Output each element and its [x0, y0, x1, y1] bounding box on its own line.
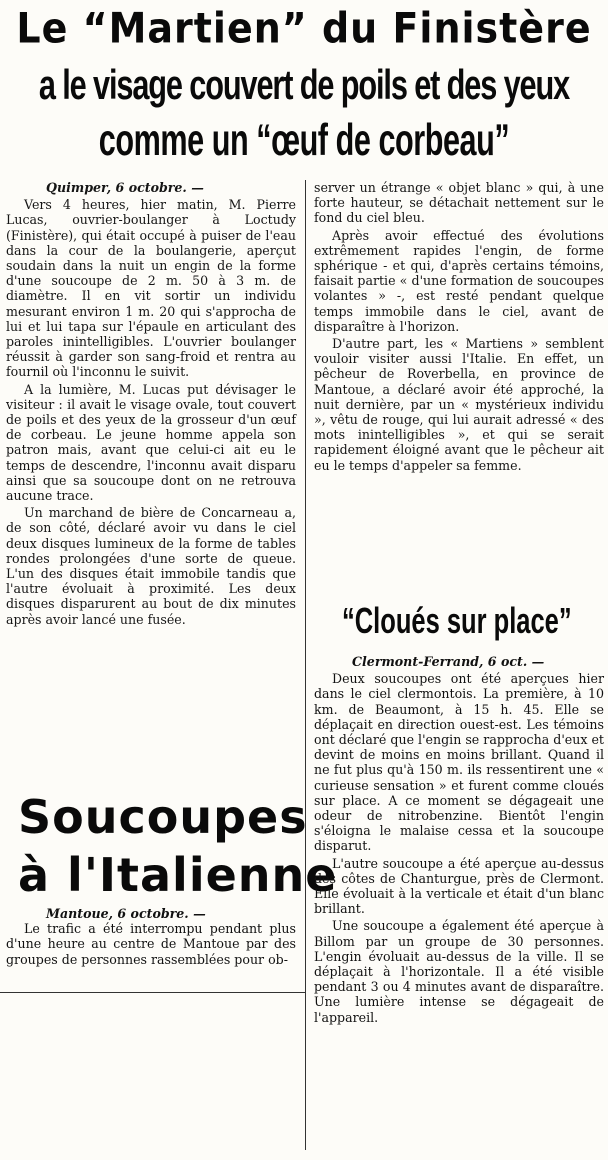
- article-quimper: [6, 180, 296, 629]
- dateline-mantoue-text: Mantoue, 6 octobre. —: [46, 906, 206, 921]
- paragraph: A la lumière, M. Lucas put dévisager le visiteur : il avait le visage ovale, tout couvert de poils et des yeux de la grosseur d'un œuf de corbeau. Le jeune homme appela son patron mais, avant que celui-ci ait eu le temps de descendre, l'inconnu avait disparu ainsi que sa soucoupe dont on ne retrouva aucune trace.: [6, 381, 296, 504]
- paragraph: Un marchand de bière de Concarneau a, de son côté, déclaré avoir vu dans le ciel deux disques lumineux de la forme de tables rondes prolongées d'une sorte de queue. L'un des disques était immobile tandis que l'autre évoluait à proximité. Les deux disques disparurent au bout de dix minutes après avoir lancé une fusée.: [6, 505, 296, 627]
- dateline-quimper-text: Quimper, 6 octobre. —: [46, 180, 204, 195]
- article-clermont: [314, 654, 604, 1027]
- paragraph: Deux soucoupes ont été aperçues hier dans le ciel clermontois. La première, à 10 km. de Beaumont, à 15 h. 45. Elle se déplaçait en direction ouest-est. Les témoins ont déclaré que l'engin se rapprocha d'eux et devint de moins en moins brillant. Quand il ne fut plus qu'à 150 m. ils ressentirent une « curieuse sensation » et furent comme cloués sur place. A ce moment se dégageait une odeur de nitrobenzine. Bientôt l'engin s'éloigna le malaise cessa et la soucoupe disparut.: [314, 671, 604, 854]
- paragraph: Après avoir effectué des évolutions extrêmement rapides l'engin, de forme sphérique - et qui, d'après certains témoins, faisait partie « d'une formation de soucoupes volantes » -, est resté pendant quelque temps immobile dans le ciel, avant de disparaître à l'horizon.: [314, 227, 604, 334]
- article-mantoue-continued: [314, 180, 604, 475]
- headline-line-1: Le “Martien” du Finistère: [16, 3, 592, 53]
- paragraph: server un étrange « objet blanc » qui, à une forte hauteur, se détachait nettement sur le fond du ciel bleu.: [314, 180, 604, 226]
- paragraph: D'autre part, les « Martiens » semblent vouloir visiter aussi l'Italie. En effet, un pêcheur de Roverbella, en province de Mantoue, a déclaré avoir été approché, la nuit dernière, par un « mystérieux individu », vêtu de rouge, qui lui aurait adressé « des mots inintelligibles », et qui se serait rapidement éloigné avant que le pêcheur ait eu le temps d'appeler sa femme.: [314, 336, 604, 473]
- dateline-quimper: [6, 180, 296, 195]
- paragraph: Vers 4 heures, hier matin, M. Pierre Lucas, ouvrier-boulanger à Loctudy (Finistère), qui était occupé à puiser de l'eau dans la cour de la boulangerie, aperçut soudain dans la nuit un engin de la forme d'une soucoupe de 2 m. 50 à 3 m. de diamètre. Il en vit sortir un individu mesurant environ 1 m. 20 qui s'approcha de lui et lui tapa sur l'épaule en articulant des paroles inintelligibles. L'ouvrier boulanger réussit à garder son sang-froid et rentra au fournil où l'inconnu le suivit.: [6, 197, 296, 380]
- subheading-italienne: à l'Italienne: [18, 848, 338, 902]
- headline-line-3: comme un “œuf de corbeau”: [98, 116, 510, 166]
- column-divider: [305, 180, 306, 1150]
- headline-line-2: a le visage couvert de poils et des yeux: [38, 61, 570, 108]
- paragraph: Une soucoupe a également été aperçue à Billom par un groupe de 30 personnes. L'engin évoluait au-dessus de la ville. Il se déplaçait à l'horizontale. Il a été visible pendant 3 ou 4 minutes avant de disparaître. Une lumière intense se dégageait de l'appareil.: [314, 918, 604, 1025]
- dateline-clermont: [314, 654, 604, 669]
- paragraph: Le trafic a été interrompu pendant plus d'une heure au centre de Mantoue par des groupes de personnes rassemblées pour ob-: [6, 921, 296, 967]
- paragraph: L'autre soucoupe a été aperçue au-dessus des côtes de Chanturgue, près de Clermont. Elle évoluait à la verticale et était d'un blanc brillant.: [314, 855, 604, 917]
- dateline-mantoue: [6, 906, 296, 921]
- article-mantoue-start: [6, 906, 296, 967]
- subheading-soucoupes: Soucoupes: [18, 790, 308, 844]
- column-end-rule: [0, 992, 306, 993]
- dateline-clermont-text: Clermont-Ferrand, 6 oct. —: [352, 654, 545, 669]
- subheading-cloues: “Cloués sur place”: [342, 602, 572, 642]
